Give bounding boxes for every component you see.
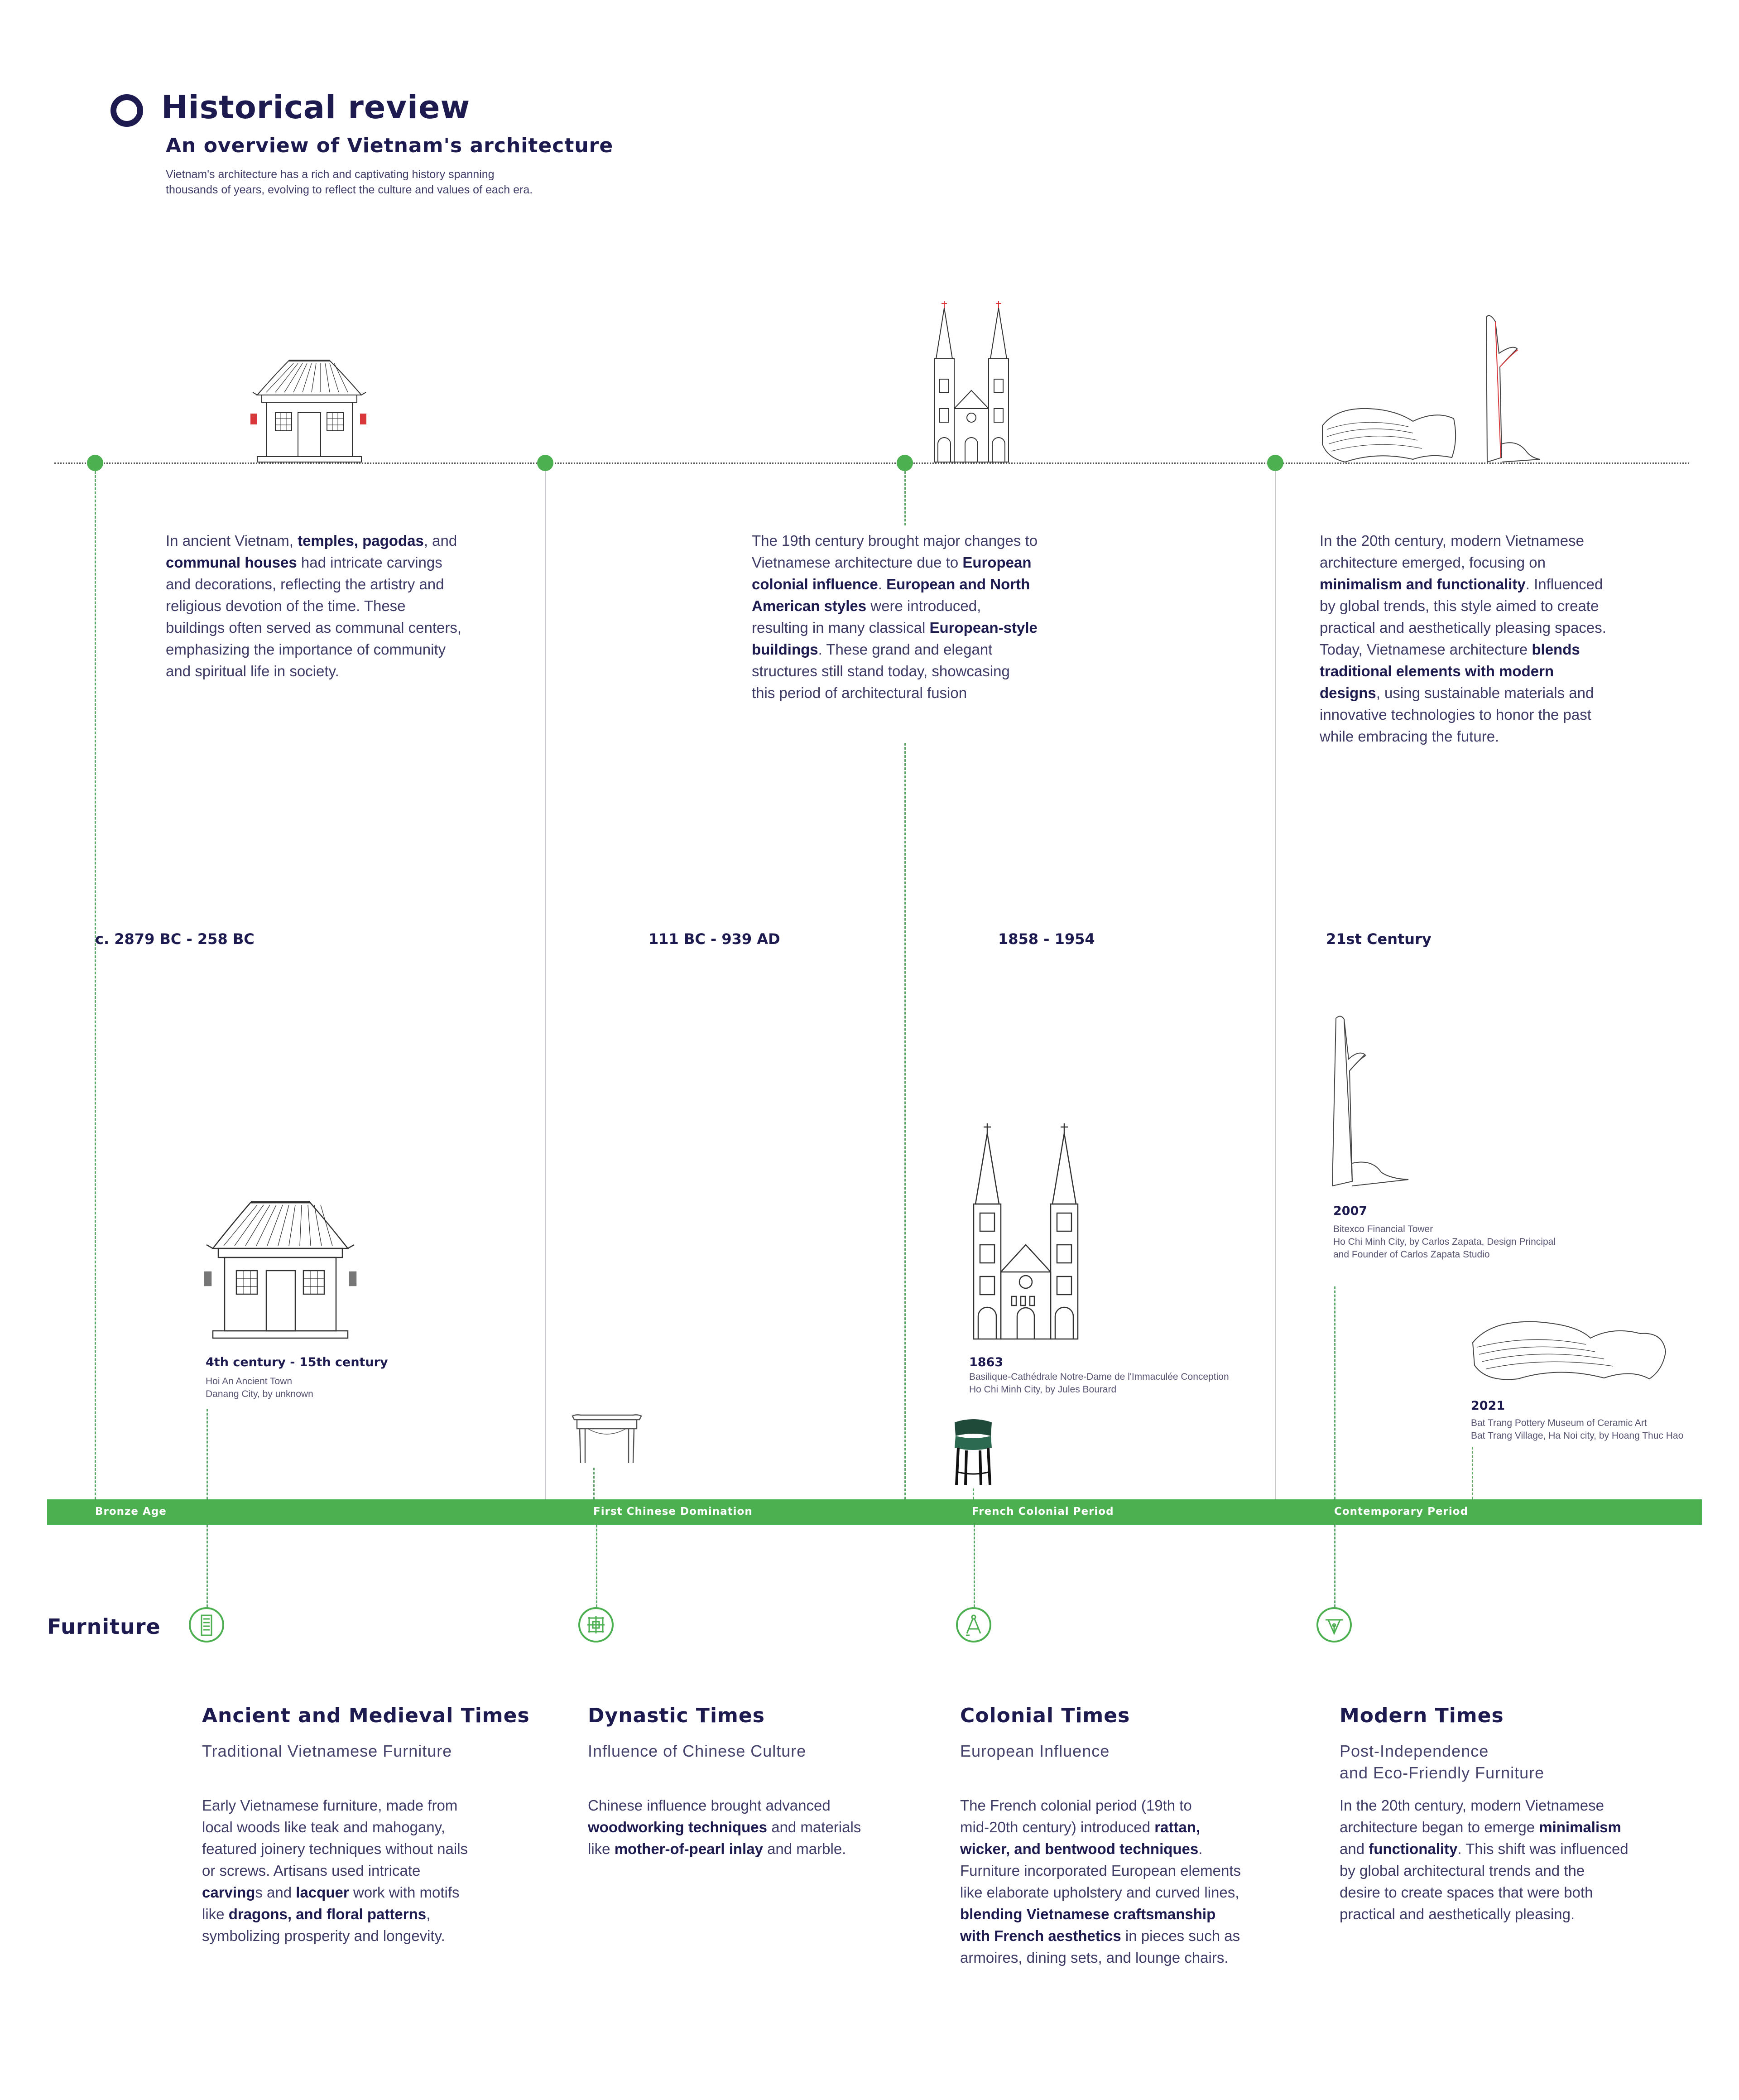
furniture-era-title-colonial: Colonial Times xyxy=(960,1704,1130,1727)
connector-bronze xyxy=(95,471,96,1499)
connector-bat-trang xyxy=(1472,1447,1473,1499)
furniture-era-description-modern: In the 20th century, modern Vietnamese architecture began to emerge minimalism and functionality. This shift was influenced by global architectural trends and the desire to create spaces that were both practical and aesthetically pleasing. xyxy=(1340,1797,1629,1922)
drafting-compass-icon xyxy=(956,1607,991,1642)
furniture-era-description-ancient: Early Vietnamese furniture, made from local woods like teak and mahogany, featured joinery techniques without nails or screws. Artisans used intricate carvings and lacquer work with motifs like dragons, and floral patterns, symbolizing prosperity and longevity. xyxy=(202,1797,468,1944)
furniture-era-title-ancient: Ancient and Medieval Times xyxy=(202,1704,530,1727)
project-year-notre-dame: 1863 xyxy=(969,1355,1004,1369)
page-title: Historical review xyxy=(161,89,471,126)
furniture-era-subtitle-colonial: European Influence xyxy=(960,1742,1110,1760)
furniture-era-description-colonial: The French colonial period (19th to mid-20th century) introduced rattan, wicker, and bentwood techniques. Furniture incorporated European elements like elaborate upholstery and curved lines, blending Vietnamese craftsmanship with French aesthetics in pieces such as armoires, dining sets, and lounge chairs. xyxy=(960,1797,1241,1966)
era-label-chinese: First Chinese Domination xyxy=(593,1506,753,1517)
connector-chinese-table xyxy=(593,1468,595,1499)
project-details-hoi-an: Hoi An Ancient Town Danang City, by unknown xyxy=(206,1376,313,1399)
era-label-french: French Colonial Period xyxy=(972,1506,1114,1517)
connector-french-top xyxy=(904,471,906,525)
page-intro: Vietnam's architecture has a rich and captivating history spanning thousands of years, evolving to reflect the culture and values of each era. xyxy=(166,168,533,196)
modern-buildings-illustration xyxy=(1318,308,1553,464)
period-date-bronze: c. 2879 BC - 258 BC xyxy=(95,930,255,948)
connector-hoi-an xyxy=(207,1409,208,1499)
connector-colonial-chair xyxy=(973,1488,974,1499)
chinese-pattern-icon xyxy=(578,1607,614,1642)
era-label-contemporary: Contemporary Period xyxy=(1334,1506,1469,1517)
furniture-section-label: Furniture xyxy=(47,1614,161,1639)
furniture-era-subtitle-ancient: Traditional Vietnamese Furniture xyxy=(202,1742,452,1760)
furniture-era-title-dynastic: Dynastic Times xyxy=(588,1704,765,1727)
period-date-french: 1858 - 1954 xyxy=(998,930,1095,948)
connector-furniture-2 xyxy=(596,1525,597,1607)
period-description-contemporary: In the 20th century, modern Vietnamese architecture emerged, focusing on minimalism and functionality. Influenced by global trends, this style aimed to create practical and aesthetically pleasing spaces. Today, Vietnamese architecture blends traditional elements with modern designs, using sustainable materials and innovative technologies to honor the past while embracing the future. xyxy=(1320,532,1606,745)
project-year-bat-trang: 2021 xyxy=(1471,1399,1505,1413)
furniture-era-description-dynastic: Chinese influence brought advanced woodworking techniques and materials like mother-of-pearl inlay and marble. xyxy=(588,1797,861,1857)
carved-pillar-icon xyxy=(189,1607,224,1642)
connector-furniture-4 xyxy=(1334,1525,1335,1607)
connector-furniture-3 xyxy=(974,1525,975,1607)
connector-contemporary xyxy=(1275,471,1276,1499)
bentwood-chair-illustration xyxy=(953,1418,994,1486)
period-date-contemporary: 21st Century xyxy=(1326,930,1432,948)
timeline-dot-french xyxy=(897,455,913,471)
furniture-era-title-modern: Modern Times xyxy=(1340,1704,1504,1727)
bitexco-tower-illustration xyxy=(1327,1014,1413,1190)
period-date-chinese: 111 BC - 939 AD xyxy=(649,930,780,948)
project-details-bitexco: Bitexco Financial Tower Ho Chi Minh City, by Carlos Zapata, Design Principal and Founder of Carlos Zapata Studio xyxy=(1333,1224,1556,1260)
period-description-french: The 19th century brought major changes to Vietnamese architecture due to European colonial influence. European and North American styles were introduced, resulting in many classical European-style buildings. These grand and elegant structures still stand today, showcasing this period of architectural fusion xyxy=(752,532,1038,701)
communal-house-illustration xyxy=(248,356,370,463)
title-ring-icon xyxy=(110,94,143,127)
period-description-bronze: In ancient Vietnam, temples, pagodas, and communal houses had intricate carvings and decorations, reflecting the artistry and religious devotion of the time. These buildings often served as communal centers, emphasizing the importance of community and spiritual life in society. xyxy=(166,532,462,679)
project-details-bat-trang: Bat Trang Pottery Museum of Ceramic Art Bat Trang Village, Ha Noi city, by Hoang Thuc Hao xyxy=(1471,1418,1684,1441)
cathedral-illustration-small xyxy=(926,300,1017,463)
timeline-dot-contemporary xyxy=(1267,455,1283,471)
furniture-era-subtitle-modern: Post-Independence and Eco-Friendly Furniture xyxy=(1340,1742,1545,1782)
notre-dame-cathedral-illustration xyxy=(965,1122,1087,1340)
connector-bitexco xyxy=(1334,1286,1335,1499)
hoi-an-house-illustration xyxy=(201,1196,360,1339)
page-subtitle: An overview of Vietnam's architecture xyxy=(166,134,614,157)
connector-french-mid xyxy=(904,743,906,1499)
timeline-dot-bronze xyxy=(87,455,103,471)
furniture-era-subtitle-dynastic: Influence of Chinese Culture xyxy=(588,1742,807,1760)
project-year-hoi-an: 4th century - 15th century xyxy=(206,1355,388,1369)
connector-chinese xyxy=(545,471,546,1499)
pen-nib-icon xyxy=(1316,1607,1352,1642)
era-label-bronze: Bronze Age xyxy=(95,1506,167,1517)
bat-trang-museum-illustration xyxy=(1468,1315,1667,1383)
project-details-notre-dame: Basilique-Cathédrale Notre-Dame de l'Immaculée Conception Ho Chi Minh City, by Jules Bourard xyxy=(969,1372,1229,1395)
connector-furniture-1 xyxy=(207,1525,208,1607)
chinese-table-illustration xyxy=(572,1412,642,1465)
timeline-dot-chinese xyxy=(537,455,553,471)
project-year-bitexco: 2007 xyxy=(1333,1204,1368,1218)
